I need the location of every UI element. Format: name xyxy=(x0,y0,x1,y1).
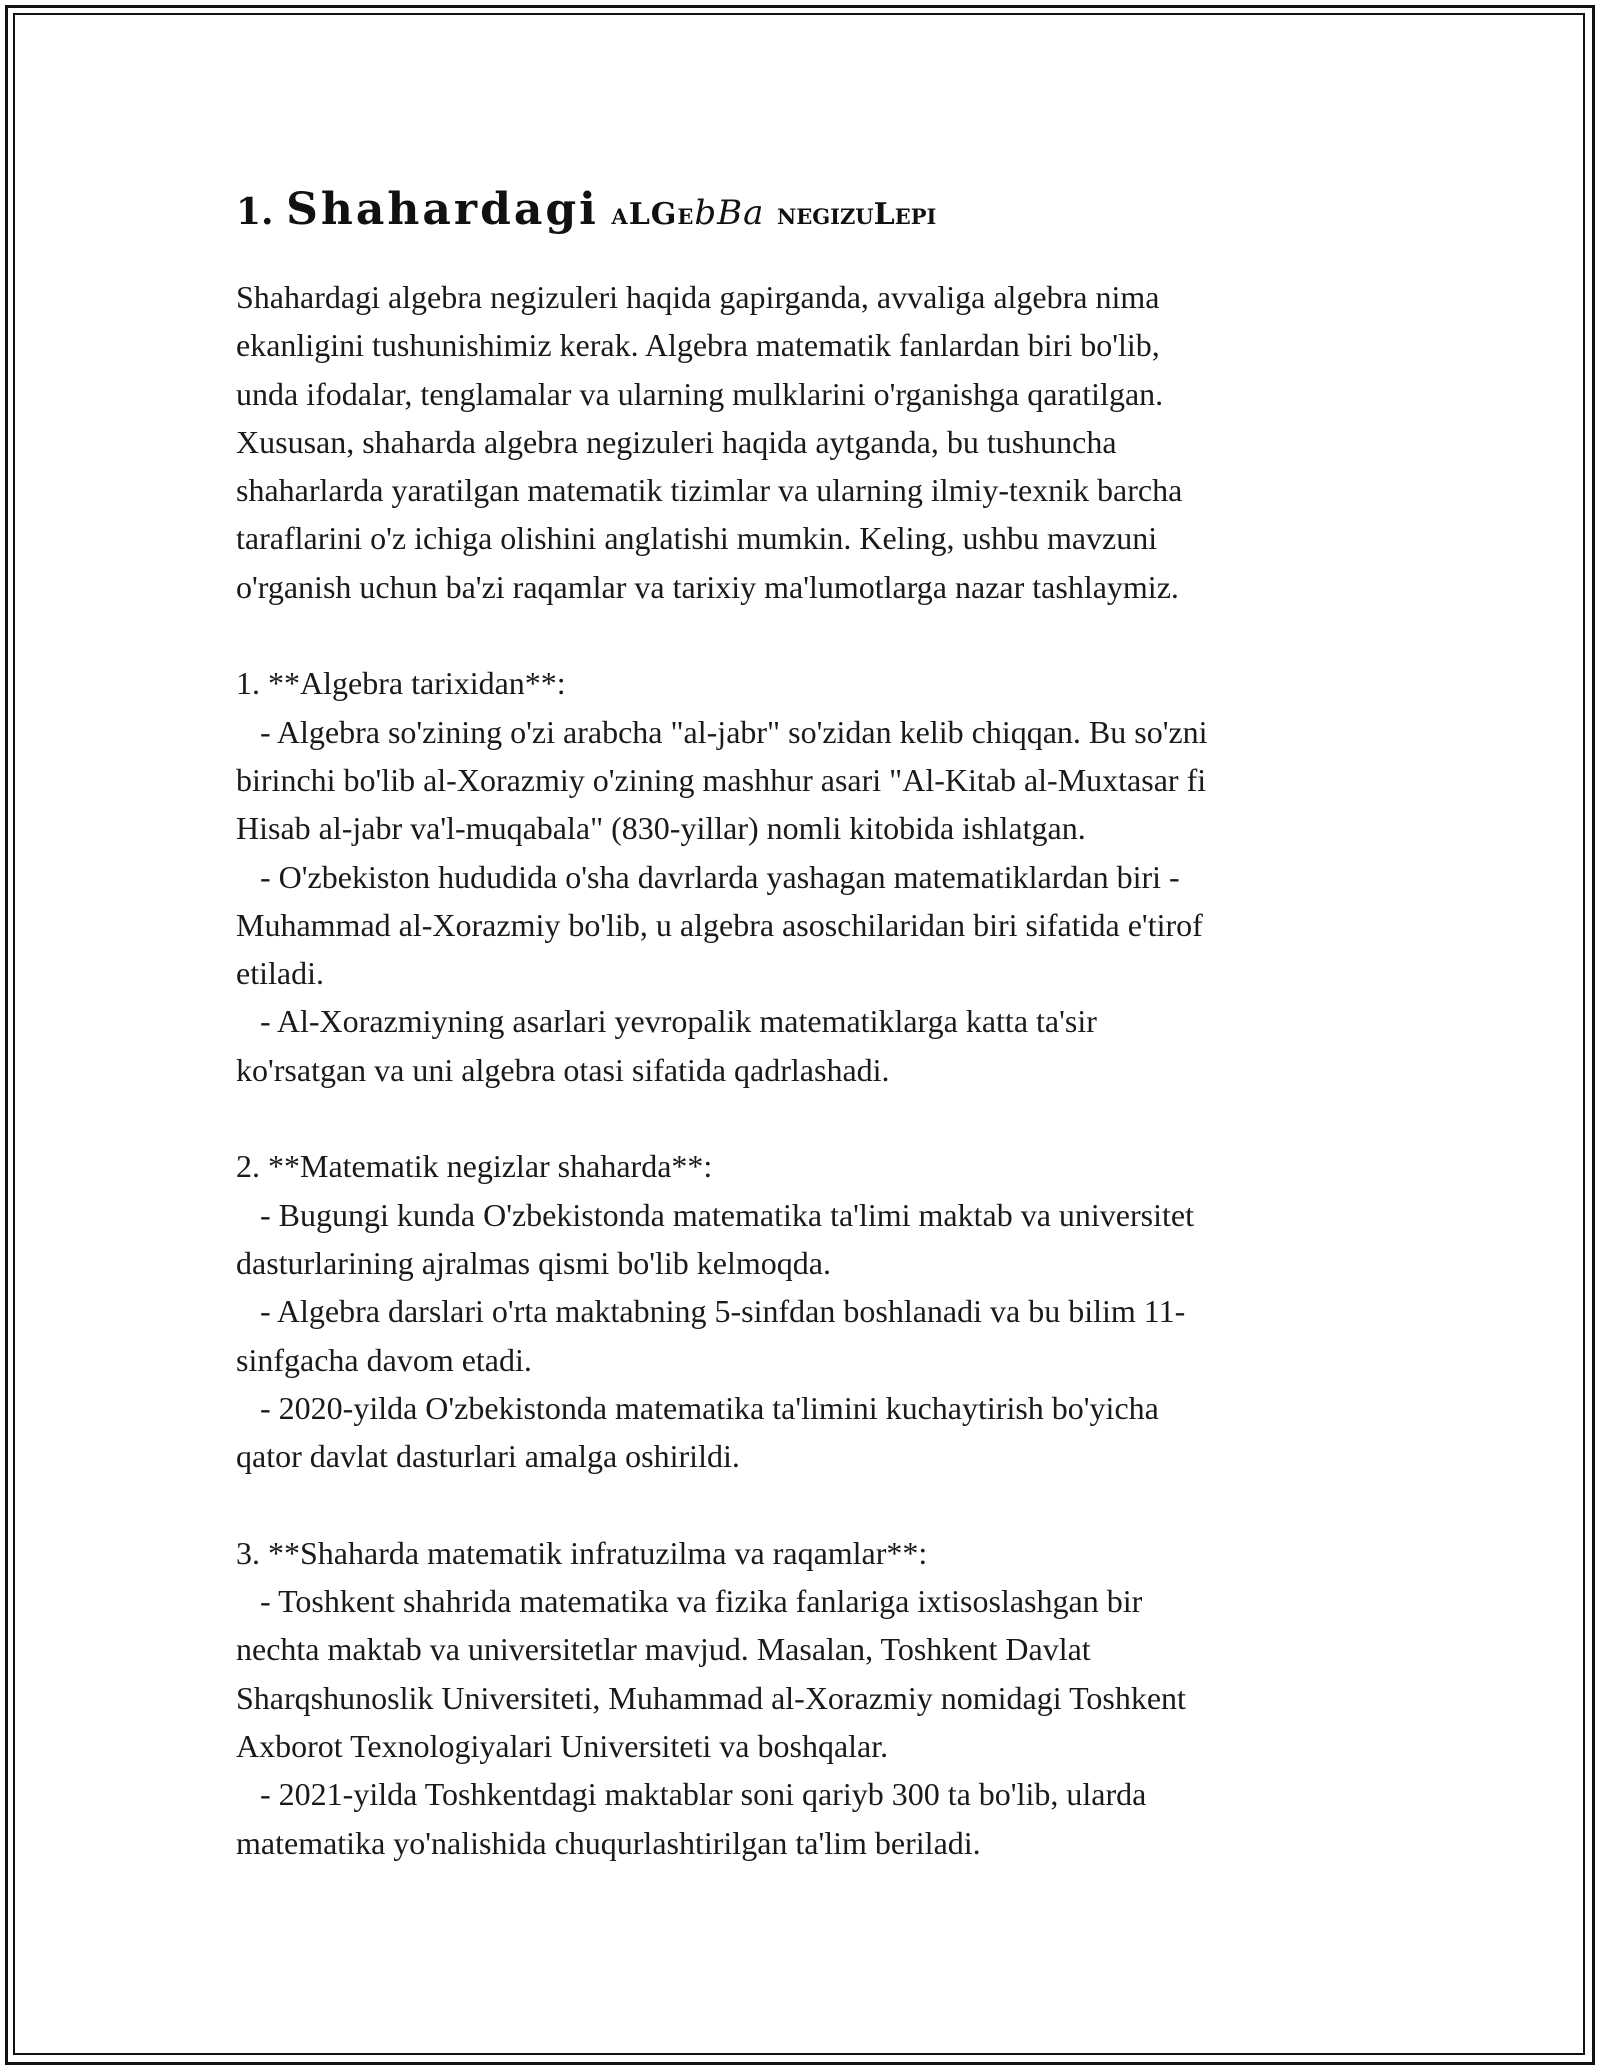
blank-line xyxy=(236,1094,1366,1142)
document-body xyxy=(236,273,1366,1867)
text-line: 1. **Algebra tarixidan**: xyxy=(236,665,566,702)
text-line: nechta maktab va universitetlar mavjud. Masalan, Toshkent Davlat xyxy=(236,1631,1091,1668)
document-content xyxy=(236,186,1366,1867)
text-line: - 2021-yilda Toshkentdagi maktablar soni qariyb 300 ta bo'lib, ularda xyxy=(236,1776,1147,1813)
text-line: Muhammad al-Xorazmiy bo'lib, u algebra asoschilaridan biri sifatida e'tirof xyxy=(236,906,1203,943)
heading-word-2-part-a: aLGe xyxy=(611,197,695,232)
text-line: Shahardagi algebra negizuleri haqida gapirganda, avvaliga algebra nima xyxy=(236,279,1160,315)
text-line: etiladi. xyxy=(236,955,324,992)
text-line: - Algebra darslari o'rta maktabning 5-sinfdan boshlanadi va bu bilim 11- xyxy=(236,1293,1186,1330)
blank-line xyxy=(236,611,1366,659)
text-line: birinchi bo'lib al-Xorazmiy o'zining mashhur asari "Al-Kitab al-Muxtasar fi xyxy=(236,761,1207,798)
text-line: Xususan, shaharda algebra negizuleri haqida aytganda, bu tushuncha xyxy=(236,423,1117,460)
text-line: o'rganish uchun ba'zi raqamlar va tarixiy ma'lumotlarga nazar tashlaymiz. xyxy=(236,568,1179,605)
text-line: - Al-Xorazmiyning asarlari yevropalik matematiklarga katta ta'sir xyxy=(236,1003,1097,1040)
text-line: ko'rsatgan va uni algebra otasi sifatida qadrlashadi. xyxy=(236,1051,890,1088)
heading-word-1: Shahardagi xyxy=(286,184,599,235)
heading-number: 1. xyxy=(236,191,274,233)
heading-word-3: negizuLepi xyxy=(777,197,937,232)
text-line: qator davlat dasturlari amalga oshirildi. xyxy=(236,1438,740,1475)
blank-line xyxy=(236,1480,1366,1528)
heading-word-2 xyxy=(611,193,765,233)
text-line: - O'zbekiston hududida o'sha davrlarda yashagan matematiklardan biri - xyxy=(236,858,1180,895)
text-line: Axborot Texnologiyalari Universiteti va boshqalar. xyxy=(236,1727,889,1764)
text-line: 2. **Matematik negizlar shaharda**: xyxy=(236,1148,713,1185)
text-line: taraflarini o'z ichiga olishini anglatishi mumkin. Keling, ushbu mavzuni xyxy=(236,520,1158,557)
text-line: - Algebra so'zining o'zi arabcha "al-jabr" so'zidan kelib chiqqan. Bu so'zni xyxy=(236,713,1208,750)
text-line: ekanligini tushunishimiz kerak. Algebra matematik fanlardan biri bo'lib, xyxy=(236,327,1160,364)
text-line: - Bugungi kunda O'zbekistonda matematika ta'limi maktab va universitet xyxy=(236,1196,1194,1233)
document-heading xyxy=(236,186,1366,239)
text-line: Hisab al-jabr va'l-muqabala" (830-yillar) nomli kitobida ishlatgan. xyxy=(236,810,1086,847)
text-line: Sharqshunoslik Universiteti, Muhammad al-Xorazmiy nomidagi Toshkent xyxy=(236,1679,1186,1716)
text-line: 3. **Shaharda matematik infratuzilma va raqamlar**: xyxy=(236,1534,928,1571)
heading-word-2-part-b: bBa xyxy=(694,193,765,233)
text-line: unda ifodalar, tenglamalar va ularning mulklarini o'rganishga qaratilgan. xyxy=(236,375,1164,412)
text-line: - 2020-yilda O'zbekistonda matematika ta'limini kuchaytirish bo'yicha xyxy=(236,1389,1159,1426)
text-line: matematika yo'nalishida chuqurlashtirilgan ta'lim beriladi. xyxy=(236,1824,981,1861)
text-line: - Toshkent shahrida matematika va fizika fanlariga ixtisoslashgan bir xyxy=(236,1583,1143,1620)
text-line: dasturlarining ajralmas qismi bo'lib kelmoqda. xyxy=(236,1244,831,1281)
text-line: sinfgacha davom etadi. xyxy=(236,1341,532,1378)
text-line: shaharlarda yaratilgan matematik tizimlar va ularning ilmiy-texnik barcha xyxy=(236,472,1183,509)
